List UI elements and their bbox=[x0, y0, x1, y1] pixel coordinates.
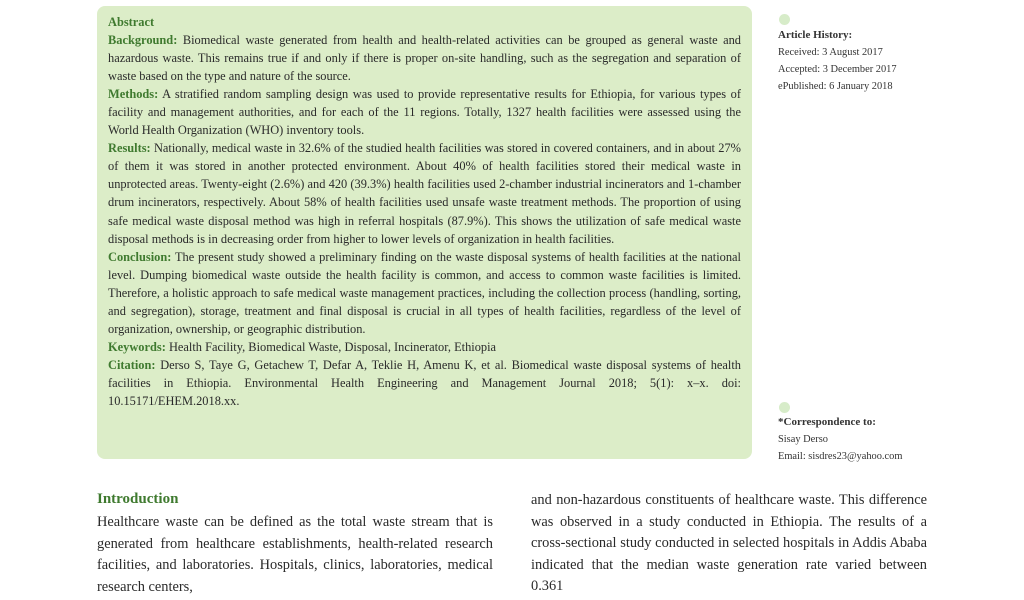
abstract-results bbox=[108, 139, 741, 247]
intro-left-text: Healthcare waste can be defined as the total waste stream that is generated from healthcare establishments, health-related research facilities, and laboratories. Hospitals, clinics, laboratories, medical research centers, bbox=[97, 514, 493, 595]
background-heading: Background: bbox=[108, 33, 178, 48]
intro-right-column bbox=[531, 490, 927, 598]
introduction-heading: Introduction bbox=[97, 491, 179, 507]
published-date: ePublished: 6 January 2018 bbox=[778, 81, 893, 92]
abstract-background bbox=[108, 31, 741, 85]
correspondence-label: *Correspondence to: bbox=[778, 416, 876, 428]
results-heading: Results: bbox=[108, 141, 151, 156]
keywords-heading: Keywords: bbox=[108, 339, 166, 354]
citation-text: Derso S, Taye G, Getachew T, Defar A, Teklie H, Amenu K, et al. Biomedical waste disposal systems of health facilities in Ethiopia. Environmental Health Engineering and Management Journal 2018; 5(1): x–x. doi: 10.15171/EHEM.2018.xx. bbox=[108, 357, 741, 408]
intro-right-text: and non-hazardous constituents of healthcare waste. This difference was observed in a study conducted in Ethiopia. The results of a cross-sectional study conducted in selected hospitals in Addis Ababa indicated that the median waste generation rate varied between 0.361 bbox=[531, 492, 927, 594]
history-label: Article History: bbox=[778, 29, 853, 41]
accepted-date: Accepted: 3 December 2017 bbox=[778, 64, 897, 75]
conclusion-text: The present study showed a preliminary finding on the waste disposal systems of health facilities at the national level. Dumping biomedical waste outside the health facility is common, and access to common waste facilities is limited. Therefore, a holistic approach to safe medical waste management practices, including the collection process (handling, sorting, and segregation), storage, treatment and final disposal is crucial in all types of health facilities, regardless of the level of organization, ownership, or geographic distribution. bbox=[108, 249, 742, 336]
citation-heading: Citation: bbox=[108, 357, 156, 372]
abstract-box bbox=[97, 6, 752, 459]
abstract-citation bbox=[108, 356, 741, 410]
background-text: Biomedical waste generated from health and health-related activities can be grouped as general waste and hazardous waste. This remains true if and only if there is proper on-site handling, such as the segregation and separation of waste based on the type and nature of the source. bbox=[108, 33, 741, 84]
abstract-title: Abstract bbox=[108, 15, 155, 29]
correspondence-bullet-icon bbox=[779, 402, 790, 413]
intro-left-column bbox=[97, 512, 493, 598]
keywords-text: Health Facility, Biomedical Waste, Disposal, Incinerator, Ethiopia bbox=[168, 339, 497, 354]
abstract-keywords bbox=[108, 338, 741, 356]
methods-text: A stratified random sampling design was used to provide representative results for Ethiopia, for various types of facility and management authorities, and for each of the 11 regions. Totally, 1327 health facilities were assessed using the World Health Organization (WHO) inventory tools. bbox=[108, 87, 741, 138]
conclusion-heading: Conclusion: bbox=[108, 249, 172, 264]
received-date: Received: 3 August 2017 bbox=[778, 47, 883, 58]
abstract-conclusion bbox=[108, 248, 741, 338]
correspondence-name: Sisay Derso bbox=[778, 434, 828, 445]
history-bullet-icon bbox=[779, 14, 790, 25]
methods-heading: Methods: bbox=[108, 87, 159, 102]
results-text: Nationally, medical waste in 32.6% of the studied health facilities was stored in covered containers, and in about 27% of them it was stored in another protected environment. About 40% of health facilities stored their medical waste in unprotected areas. Twenty-eight (2.6%) and 420 (39.3%) health facilities used 2-chamber industrial incinerators and 1-chamber drum incinerators, respectively. About 58% of health facilities used unsafe waste treatment methods. The proportion of using safe medical waste disposal method was high in referral hospitals (87.9%). This shows the utilization of safe medical waste disposal methods is in decreasing order from higher to lower levels of organization in health facilities. bbox=[108, 141, 741, 246]
correspondence bbox=[778, 414, 902, 465]
article-history bbox=[778, 27, 897, 95]
abstract-methods bbox=[108, 85, 741, 139]
correspondence-email[interactable]: Email: sisdres23@yahoo.com bbox=[778, 451, 903, 462]
